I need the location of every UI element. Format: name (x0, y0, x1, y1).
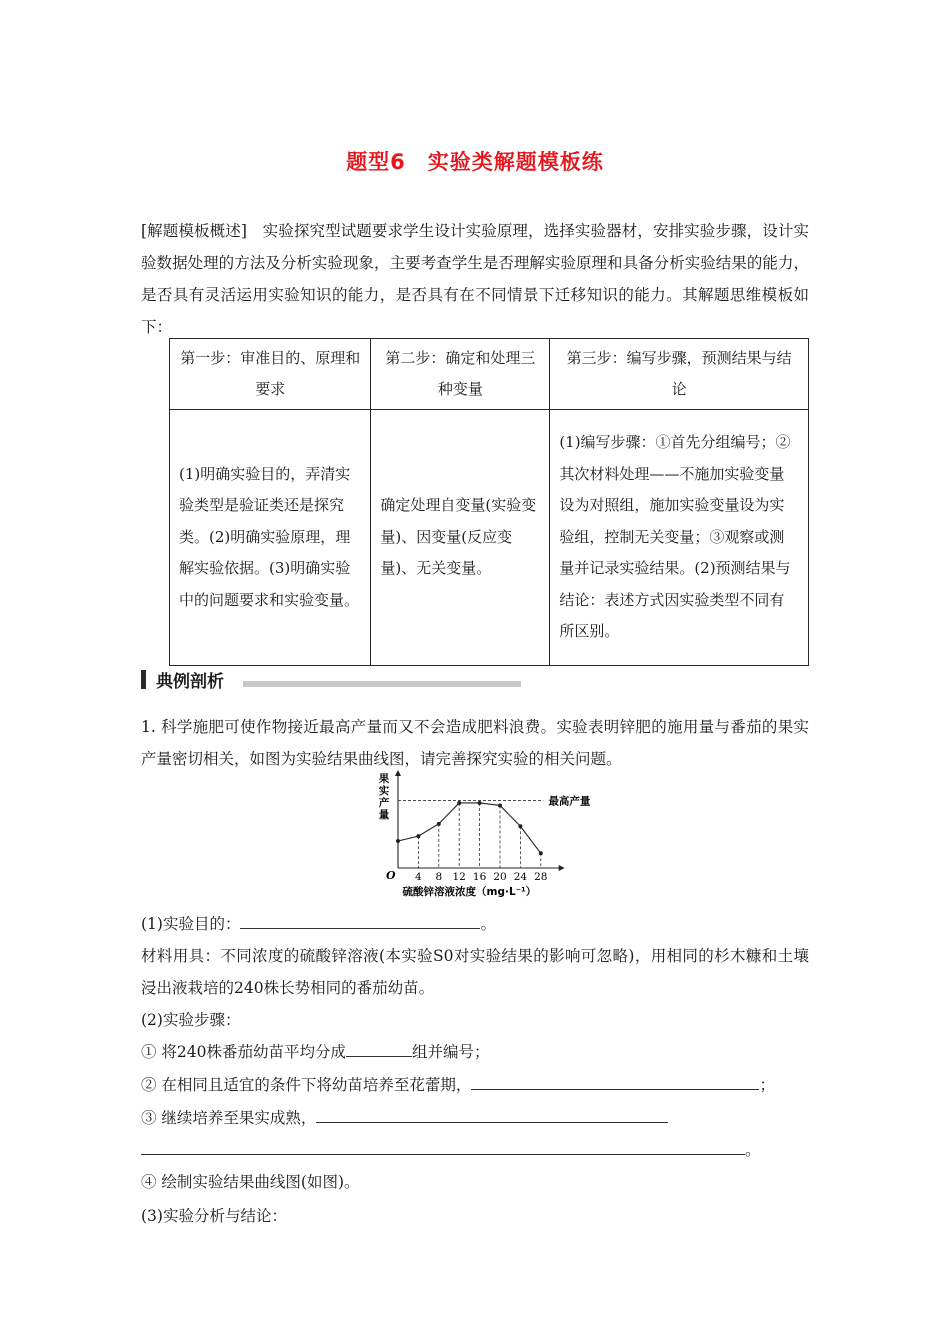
step3-line (141, 1102, 821, 1134)
template-table (169, 338, 809, 666)
step2-blank[interactable] (471, 1071, 759, 1090)
section-heading (141, 668, 521, 690)
table-body-row (170, 410, 809, 666)
step3-text: ③ 继续培养至果实成熟， (141, 1109, 317, 1127)
data-point (416, 834, 420, 838)
x-tick-label: 4 (415, 871, 422, 883)
step3-end: 。 (745, 1141, 761, 1159)
purpose-label: (1)实验目的： (141, 915, 241, 933)
x-tick-label: 24 (513, 871, 528, 883)
steps-label: (2)实验步骤： (141, 1011, 241, 1029)
x-tick-label: 16 (472, 871, 487, 883)
x-tick-label: 20 (493, 871, 507, 883)
table-header-row (170, 339, 809, 410)
y-axis-label: 果实产量 (378, 773, 390, 821)
data-point (518, 824, 522, 828)
step3-continuation (141, 1134, 821, 1166)
step4-text: ④ 绘制实验结果曲线图(如图)。 (141, 1173, 360, 1191)
step1-line (141, 1036, 821, 1068)
step3-blank-2[interactable] (141, 1136, 745, 1155)
question-stem: 1. 科学施肥可使作物接近最高产量而又不会造成肥料浪费。实验表明锌肥的施用量与番茄的果实产量密切相关，如图为实验结果曲线图，请完善探究实验的相关问题。 (141, 718, 809, 768)
step1-text: ① 将240株番茄幼苗平均分成 (141, 1043, 347, 1061)
overview-tag: [解题模板概述] (141, 222, 247, 240)
x-tick-label: 8 (435, 871, 443, 883)
purpose-line (141, 908, 821, 940)
table-cell-step1: (1)明确实验目的，弄清实验类型是验证类还是探究类。(2)明确实验原理，理解实验依据。(3)明确实验中的问题要求和实验变量。 (170, 410, 371, 666)
group-count-blank[interactable] (346, 1038, 412, 1057)
step2-line (141, 1069, 821, 1101)
data-point (396, 839, 400, 843)
table-header-step1: 第一步：审准目的、原理和要求 (170, 339, 371, 410)
max-yield-annotation: 最高产量 (548, 795, 591, 808)
y-axis-arrow (395, 770, 401, 776)
section-marker (141, 670, 146, 689)
analysis-label: (3)实验分析与结论： (141, 1207, 287, 1225)
step2-end: ； (759, 1076, 775, 1094)
data-point (539, 851, 543, 855)
data-point (478, 801, 482, 805)
page-title: 题型6 实验类解题模板练 (346, 150, 604, 174)
data-point (437, 822, 441, 826)
yield-chart (362, 770, 592, 900)
table-header-step2: 第二步：确定和处理三种变量 (371, 339, 550, 410)
origin-label: O (386, 869, 396, 882)
x-tick-label: 12 (452, 871, 466, 883)
purpose-end: 。 (480, 915, 496, 933)
step3-blank-1[interactable] (316, 1104, 668, 1123)
table-header-step3: 第三步：编写步骤，预测结果与结论 (550, 339, 809, 410)
step1-text-end: 组并编号； (412, 1043, 490, 1061)
materials-text: 材料用具：不同浓度的硫酸锌溶液(本实验S0对实验结果的影响可忽略)，用相同的杉木糠和土壤浸出液栽培的240株长势相同的番茄幼苗。 (141, 947, 809, 997)
data-point (457, 801, 461, 805)
x-axis-label: 硫酸锌溶液浓度（mg·L⁻¹） (402, 886, 537, 898)
x-tick-label: 28 (534, 871, 548, 883)
table-cell-step2: 确定处理自变量(实验变量)、因变量(反应变量)、无关变量。 (371, 410, 550, 666)
data-point (498, 803, 502, 807)
yield-curve (398, 803, 541, 853)
section-title: 典例剖析 (156, 672, 224, 692)
template-overview (141, 215, 809, 343)
purpose-blank[interactable] (240, 910, 480, 929)
overview-text: 实验探究型试题要求学生设计实验原理，选择实验器材，安排实验步骤，设计实验数据处理的方法及分析实验现象，主要考查学生是否理解实验原理和具备分析实验结果的能力，是否具有灵活运用实验知识的能力，是否具有在不同情景下迁移知识的能力。其解题思维模板如下： (141, 222, 809, 336)
step2-text: ② 在相同且适宜的条件下将幼苗培养至花蕾期， (141, 1076, 472, 1094)
x-axis-arrow (559, 865, 565, 871)
section-rule (243, 681, 521, 687)
table-cell-step3: (1)编写步骤：①首先分组编号；②其次材料处理——不施加实验变量设为对照组，施加实验变量设为实验组，控制无关变量；③观察或测量并记录实验结果。(2)预测结果与结论：表述方式因实验类型不同有所区别。 (550, 410, 809, 666)
